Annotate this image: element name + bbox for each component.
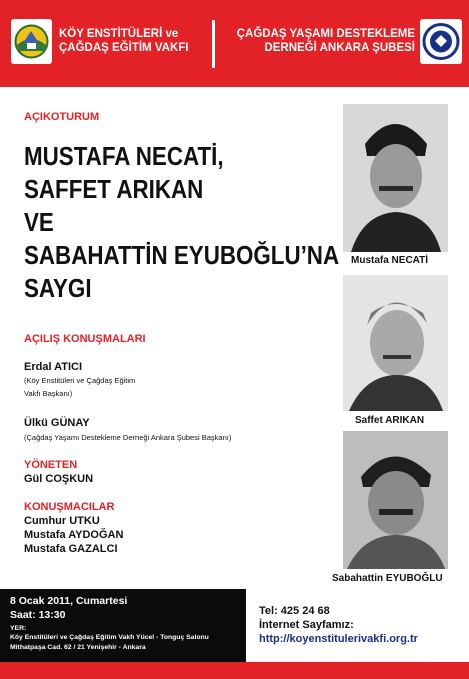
speaker-name: Erdal ATICI — [24, 361, 83, 373]
left-org-line-2: ÇAĞDAŞ EĞİTİM VAKFI — [59, 42, 189, 54]
title-line: MUSTAFA NECATİ, — [24, 141, 224, 171]
moderator-heading: YÖNETEN — [24, 459, 78, 471]
photo-caption: Saffet ARIKAN — [355, 415, 425, 426]
panelists-heading: KONUŞMACILAR — [24, 501, 115, 513]
footer-stripe — [0, 662, 469, 679]
cydd-emblem-icon — [420, 19, 462, 64]
portrait-necati-icon — [343, 104, 448, 252]
event-date: 8 Ocak 2011, Cumartesi — [10, 595, 128, 607]
title-line: SABAHATTİN EYUBOĞLU’NA — [24, 240, 340, 270]
kev-emblem-icon — [11, 19, 52, 64]
right-organization-name — [222, 27, 415, 55]
venue-label: YER: — [10, 625, 27, 632]
speaker-name: Ülkü GÜNAY — [24, 417, 90, 429]
title-line: SAYGI — [24, 273, 92, 303]
panelist-name: Mustafa AYDOĞAN — [24, 529, 124, 541]
title-line: SAFFET ARIKAN — [24, 174, 204, 204]
event-title — [24, 140, 340, 305]
title-line: VE — [24, 207, 54, 237]
event-type-label: AÇIKOTURUM — [24, 111, 100, 123]
speaker-note-line: (Köy Enstitüleri ve Çağdaş Eğitim — [24, 376, 136, 385]
event-time: Saat: 13:30 — [10, 609, 66, 621]
website-label: İnternet Sayfamız: — [259, 619, 354, 631]
right-org-line-1: ÇAĞDAŞ YAŞAMI DESTEKLEME — [236, 28, 415, 40]
left-organization-name — [59, 27, 209, 55]
website-link[interactable]: http://koyenstitulerivakfi.org.tr — [259, 633, 418, 645]
left-org-line-1: KÖY ENSTİTÜLERİ ve — [59, 28, 179, 40]
portrait-arikan-icon — [343, 275, 448, 411]
venue-line: Köy Enstitüleri ve Çağdaş Eğitim Vakfı Yücel - Tonguç Salonu — [10, 634, 209, 641]
photo-caption: Mustafa NECATİ — [351, 255, 429, 266]
openings-heading: AÇILIŞ KONUŞMALARI — [24, 333, 146, 345]
speaker-note — [24, 374, 135, 400]
contact-phone: Tel: 425 24 68 — [259, 605, 330, 617]
panelist-name: Cumhur UTKU — [24, 515, 100, 527]
portrait-eyuboglu-icon — [343, 431, 448, 569]
header-divider — [212, 20, 215, 68]
panelist-name: Mustafa GAZALCI — [24, 543, 118, 555]
speaker-note: (Çağdaş Yaşamı Destekleme Derneği Ankara Şubesi Başkanı) — [24, 433, 232, 442]
moderator-name: Gül COŞKUN — [24, 473, 94, 485]
right-org-line-2: DERNEĞİ ANKARA ŞUBESİ — [264, 42, 415, 54]
venue-line: Mithatpaşa Cad. 62 / 21 Yenişehir - Ankara — [10, 644, 146, 651]
photo-caption: Sabahattin EYUBOĞLU — [332, 573, 443, 584]
speaker-note-line: Vakfı Başkanı) — [24, 389, 73, 398]
